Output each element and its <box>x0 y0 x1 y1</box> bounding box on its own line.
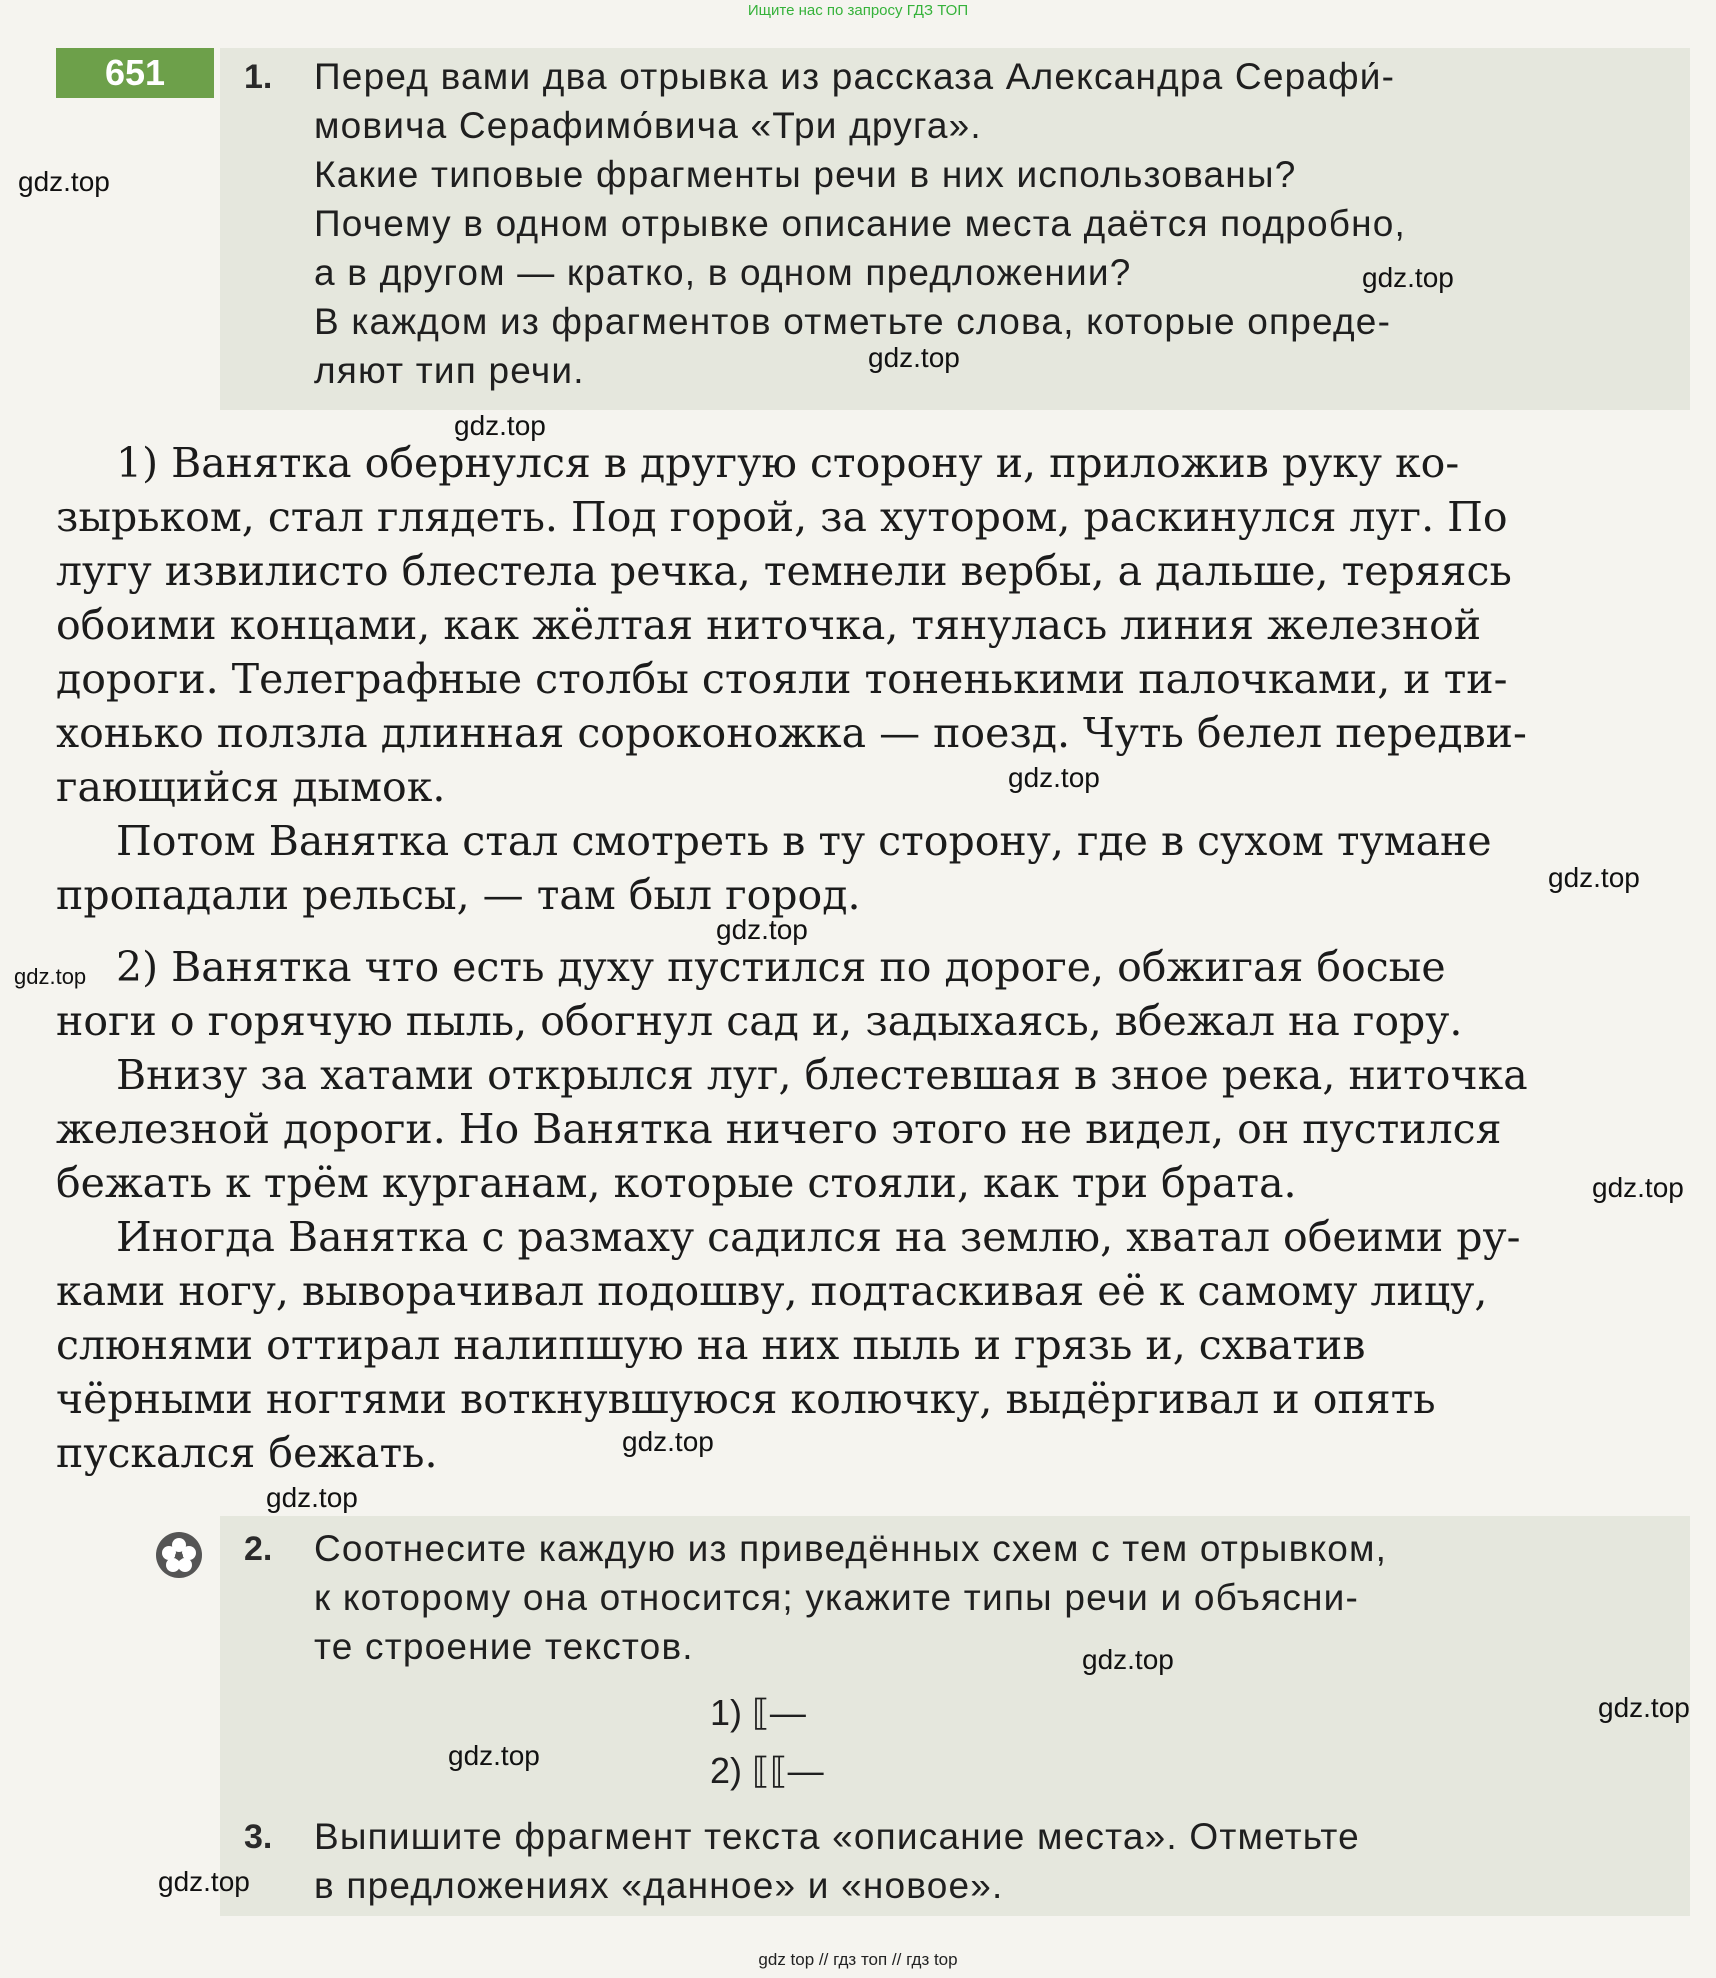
watermark: gdz.top <box>868 342 960 373</box>
text-line: дороги. Телеграфные столбы стояли тоненькими палочками, и ти- <box>56 655 1508 703</box>
task3-line: в предложениях «данное» и «новое». <box>314 1865 1004 1906</box>
flower-icon <box>156 1532 202 1578</box>
text-line: Потом Ванятка стал смотреть в ту сторону, где в сухом тумане <box>116 817 1492 865</box>
passage-1 <box>56 436 1656 814</box>
text-line: ноги о горячую пыль, обогнул сад и, задыхаясь, вбежал на гору. <box>56 997 1463 1045</box>
scheme-1: 1) ⟦— <box>710 1692 806 1733</box>
watermark: gdz.top <box>1598 1692 1690 1723</box>
task2-line: к которому она относится; укажите типы речи и объясни- <box>314 1577 1360 1618</box>
task1-text <box>314 52 1406 395</box>
text-line: ками ногу, выворачивал подошву, подтаскивая её к самому лицу, <box>56 1267 1488 1315</box>
watermark: gdz.top <box>266 1482 358 1513</box>
watermark: gdz.top <box>1362 262 1454 293</box>
task1-line: Перед вами два отрывка из рассказа Александра Серафи́- <box>314 56 1396 97</box>
watermark: gdz.top <box>1082 1644 1174 1675</box>
text-line: чёрными ногтями воткнувшуюся колючку, выдёргивал и опять <box>56 1375 1436 1423</box>
watermark: gdz.top <box>622 1426 714 1457</box>
task2-line: Соотнесите каждую из приведённых схем с тем отрывком, <box>314 1528 1388 1569</box>
watermark: gdz.top <box>716 914 808 945</box>
watermark: gdz.top <box>1008 762 1100 793</box>
passage-1-ending <box>56 814 1656 922</box>
watermark: gdz.top <box>158 1866 250 1897</box>
exercise-number: 651 <box>56 48 214 98</box>
text-line: 2) Ванятка что есть духу пустился по дороге, обжигая босые <box>116 943 1446 991</box>
task2-line: те строение текстов. <box>314 1626 694 1667</box>
task2-text <box>314 1524 1387 1671</box>
text-line: пускался бежать. <box>56 1429 438 1477</box>
watermark: gdz.top <box>1548 862 1640 893</box>
task2-number: 2. <box>244 1530 273 1568</box>
text-line: Внизу за хатами открылся луг, блестевшая в зное река, ниточка <box>116 1051 1528 1099</box>
text-line: хонько ползла длинная сороконожка — поезд. Чуть белел передви- <box>56 709 1527 757</box>
text-line: Иногда Ванятка с размаху садился на землю, хватал обеими ру- <box>116 1213 1521 1261</box>
passage-2-middle <box>56 1048 1656 1210</box>
footer: gdz top // гдз топ // гдз top <box>758 1950 958 1969</box>
task1-line: Почему в одном отрывке описание места даётся подробно, <box>314 203 1407 244</box>
text-line: бежать к трём курганам, которые стояли, как три брата. <box>56 1159 1297 1207</box>
watermark: gdz.top <box>448 1740 540 1771</box>
text-line: лугу извилисто блестела речка, темнели вербы, а дальше, теряясь <box>56 547 1512 595</box>
text-line: обоими концами, как жёлтая ниточка, тянулась линия железной <box>56 601 1482 649</box>
task1-line: а в другом — кратко, в одном предложении? <box>314 252 1132 293</box>
scheme-2: 2) ⟦⟦— <box>710 1750 824 1791</box>
text-line: зырьком, стал глядеть. Под горой, за хутором, раскинулся луг. По <box>56 493 1508 541</box>
task3-number: 3. <box>244 1818 273 1856</box>
top-banner[interactable]: Ищите нас по запросу ГДЗ ТОП <box>747 2 969 19</box>
task1-line: мовича Серафимо́вича «Три друга». <box>314 105 982 146</box>
watermark: gdz.top <box>454 410 546 441</box>
text-line: 1) Ванятка обернулся в другую сторону и, приложив руку ко- <box>116 439 1460 487</box>
task1-number: 1. <box>244 58 273 96</box>
task3-line: Выпишите фрагмент текста «описание места». Отметьте <box>314 1816 1360 1857</box>
text-line: железной дороги. Но Ванятка ничего этого не видел, он пустился <box>56 1105 1502 1153</box>
watermark: gdz.top <box>1592 1172 1684 1203</box>
text-line: гающийся дымок. <box>56 763 446 811</box>
watermark: gdz.top <box>18 166 110 197</box>
passage-2-start <box>56 940 1656 1048</box>
task1-line: Какие типовые фрагменты речи в них использованы? <box>314 154 1297 195</box>
watermark: gdz.top <box>14 964 87 989</box>
text-line: слюнями оттирал налипшую на них пыль и грязь и, схватив <box>56 1321 1366 1369</box>
task1-line: В каждом из фрагментов отметьте слова, которые опреде- <box>314 301 1392 342</box>
passage-2-end <box>56 1210 1656 1480</box>
text-line: пропадали рельсы, — там был город. <box>56 871 861 919</box>
task3-text <box>314 1812 1360 1910</box>
task1-line: ляют тип речи. <box>314 350 585 391</box>
